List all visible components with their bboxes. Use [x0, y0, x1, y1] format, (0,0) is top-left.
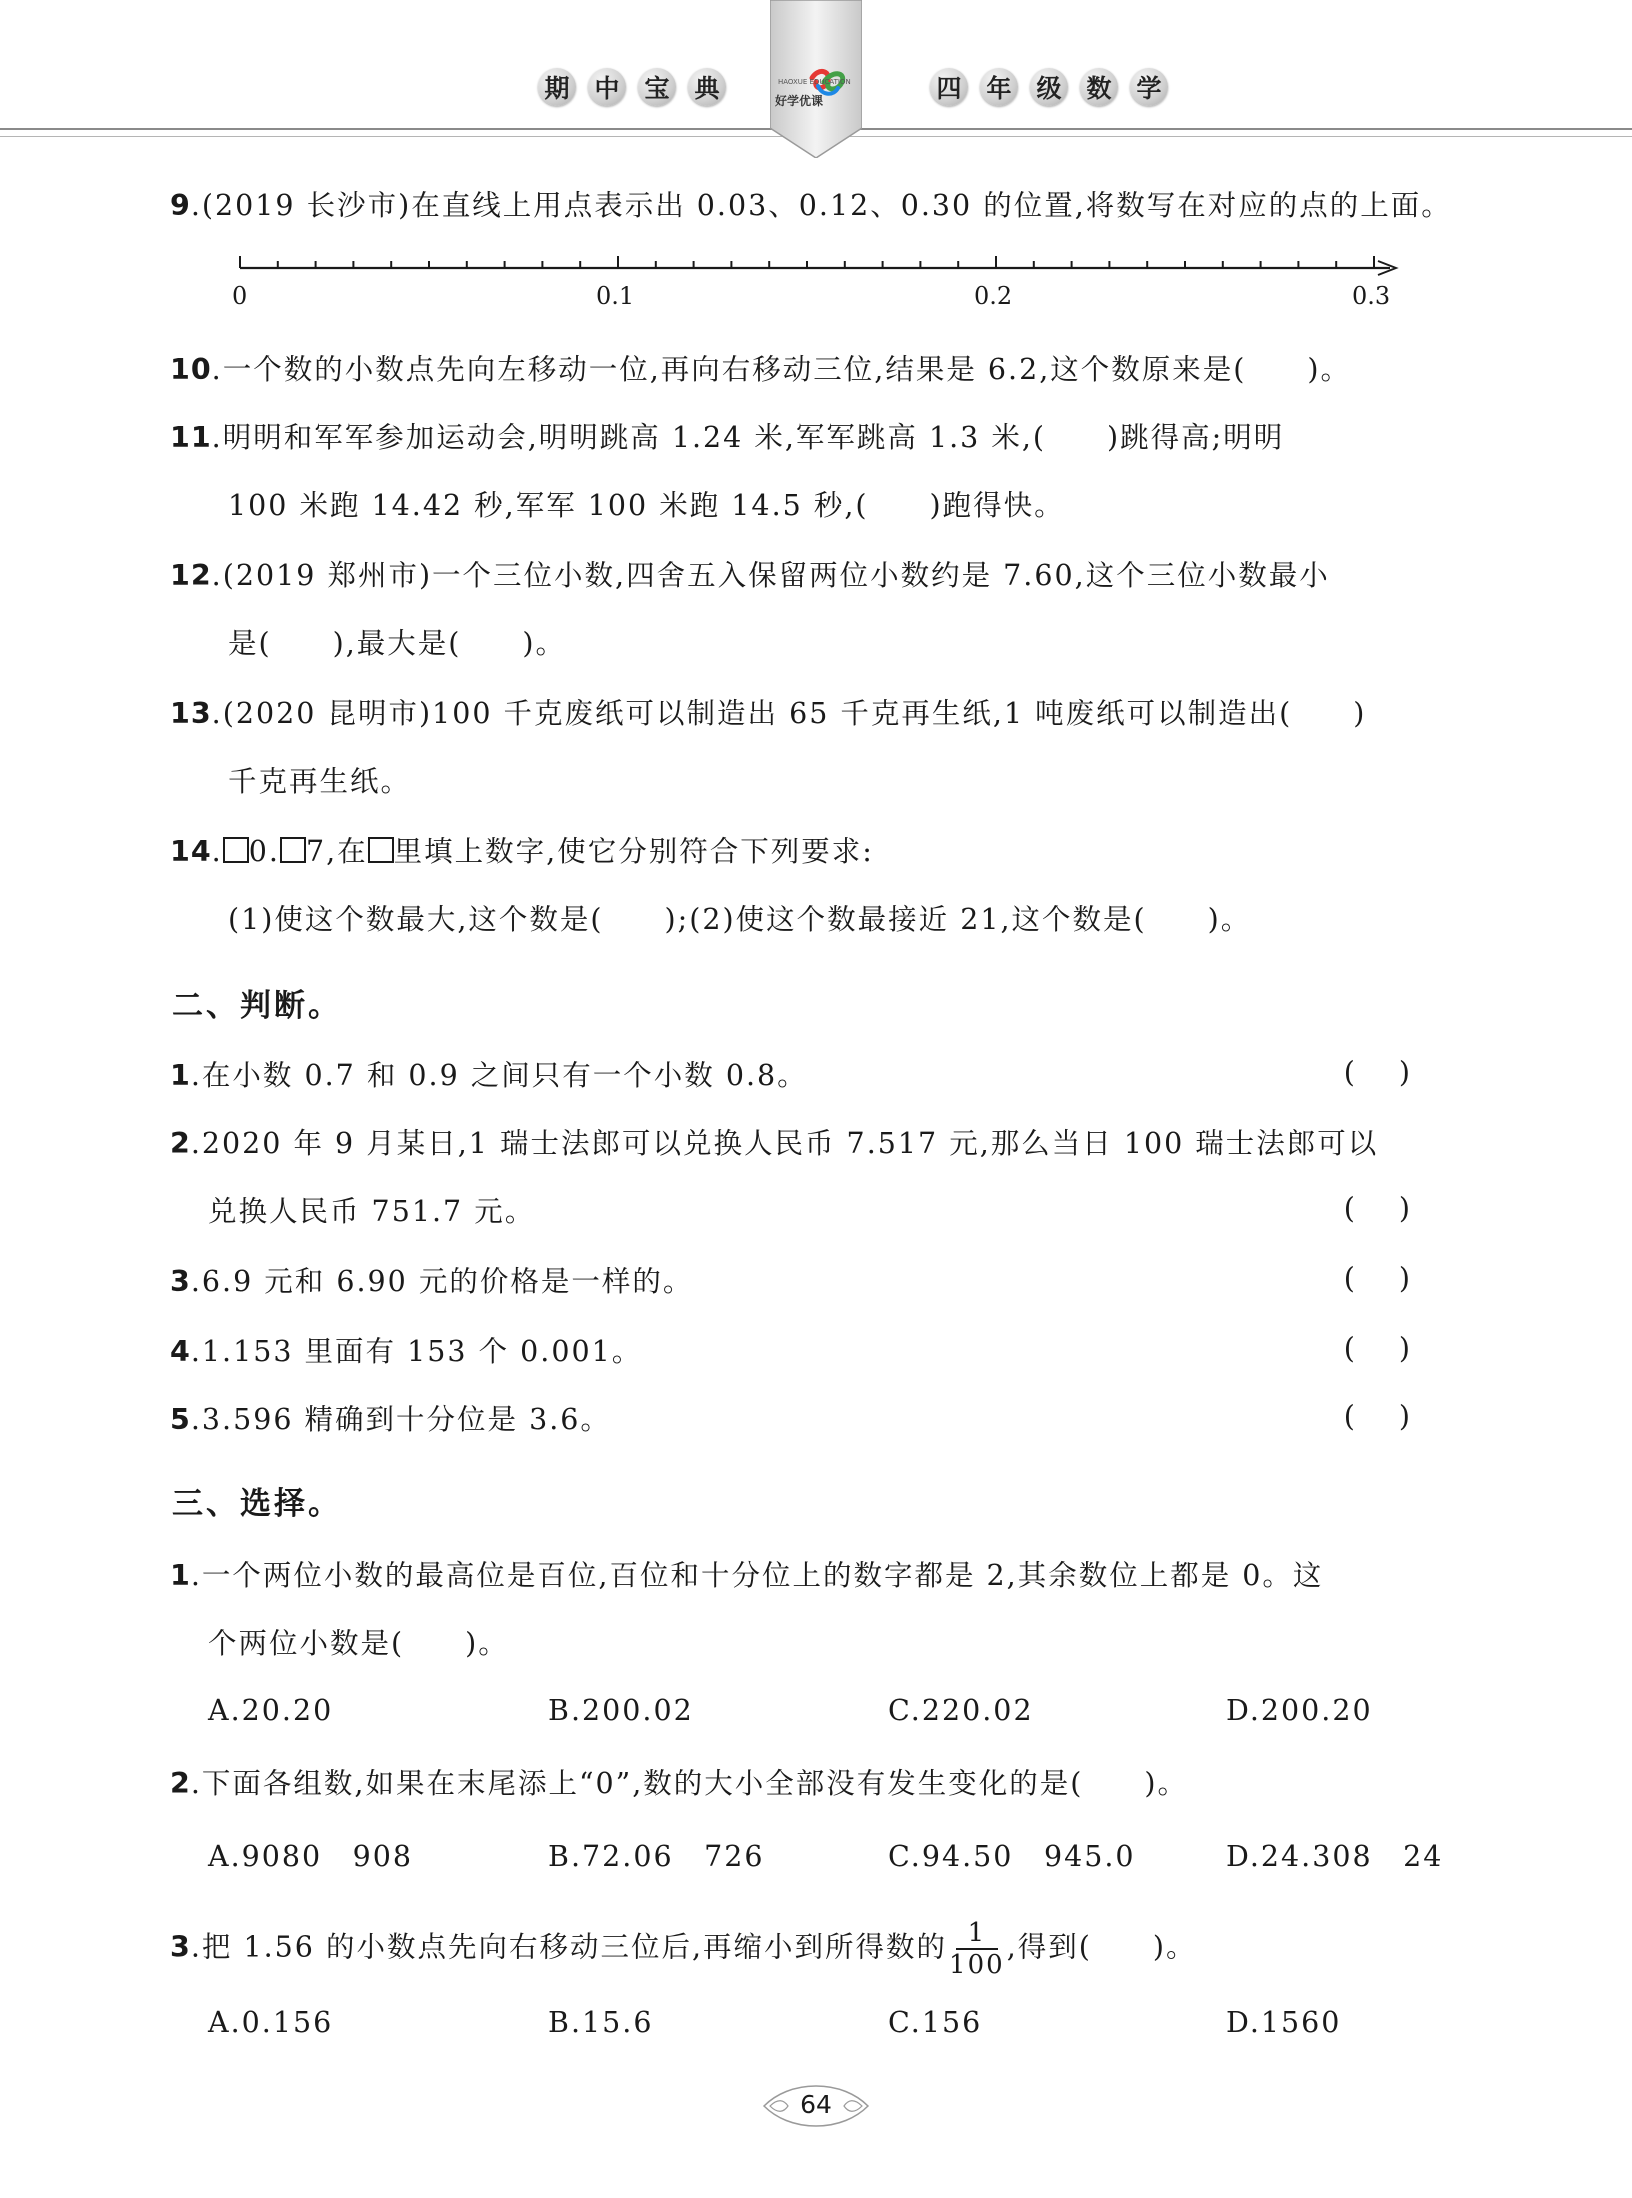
answer-paren: ()	[1343, 1192, 1454, 1225]
header-char: 年	[980, 68, 1018, 106]
question-14-cont: (1)使这个数最大,这个数是( );(2)使这个数最接近 21,这个数是( )。	[228, 903, 1252, 936]
answer-paren: ()	[1343, 1332, 1454, 1365]
question-number: 3	[170, 1930, 191, 1964]
question-10	[170, 350, 1462, 390]
blank-box	[280, 837, 306, 863]
header-char: 数	[1080, 68, 1118, 106]
question-text: .6.9 元和 6.90 元的价格是一样的。	[190, 1265, 694, 1298]
question-9	[170, 186, 1462, 226]
question-number: 4	[170, 1335, 191, 1368]
judge-item-2-cont: 兑换人民币 751.7 元。	[208, 1195, 536, 1228]
judge-item-3	[170, 1262, 1462, 1302]
question-text: .	[211, 835, 223, 868]
question-number: 2	[170, 1767, 191, 1800]
option-c: C.220.02	[888, 1694, 1034, 1727]
choice-item-2	[170, 1764, 1462, 1804]
answer-paren: ()	[1343, 1400, 1454, 1433]
question-text: .把 1.56 的小数点先向右移动三位后,再缩小到所得数的	[190, 1930, 948, 1964]
blank-box	[368, 837, 394, 863]
fraction-denominator: 100	[949, 1950, 1005, 1980]
question-text: .下面各组数,如果在末尾添上“0”,数的大小全部没有发生变化的是( )。	[190, 1767, 1189, 1800]
option-c: C.156	[888, 2006, 983, 2039]
question-text: .明明和军军参加运动会,明明跳高 1.24 米,军军跳高 1.3 米,( )跳得高;明明	[211, 421, 1285, 454]
question-text: .1.153 里面有 153 个 0.001。	[190, 1335, 643, 1368]
option-a: A.9080 908	[208, 1840, 414, 1873]
question-text: 7,在	[305, 835, 368, 868]
question-text: .2020 年 9 月某日,1 瑞士法郎可以兑换人民币 7.517 元,那么当日 100 瑞士法郎可以	[190, 1127, 1379, 1160]
question-14	[170, 832, 1462, 872]
question-number: 1	[170, 1559, 191, 1592]
header-char: 级	[1030, 68, 1068, 106]
header-char: 学	[1130, 68, 1168, 106]
header-char: 宝	[638, 68, 676, 106]
question-text: .一个两位小数的最高位是百位,百位和十分位上的数字都是 2,其余数位上都是 0。这	[190, 1559, 1324, 1592]
question-number: 12	[170, 559, 212, 592]
judge-item-5	[170, 1400, 1462, 1440]
question-number: 14	[170, 835, 212, 868]
question-text: .(2020 昆明市)100 千克废纸可以制造出 65 千克再生纸,1 吨废纸可以制造出( )	[211, 697, 1367, 730]
number-line	[230, 248, 1410, 318]
option-a: A.0.156	[208, 2006, 334, 2039]
number-line-label: 0.2	[974, 282, 1013, 310]
judge-item-1	[170, 1056, 1462, 1096]
judge-item-2	[170, 1124, 1462, 1164]
question-11-cont: 100 米跑 14.42 秒,军军 100 米跑 14.5 秒,( )跑得快。	[228, 489, 1065, 522]
question-text: .(2019 长沙市)在直线上用点表示出 0.03、0.12、0.30 的位置,将数写在对应的点的上面。	[190, 189, 1452, 222]
answer-paren: ()	[1343, 1056, 1454, 1089]
header-char: 四	[930, 68, 968, 106]
option-d: D.24.308 24	[1226, 1840, 1444, 1873]
option-b: B.72.06 726	[548, 1840, 765, 1873]
question-text: ,得到( )。	[1006, 1930, 1197, 1964]
option-b: B.15.6	[548, 2006, 654, 2039]
header-char: 典	[688, 68, 726, 106]
fraction-numerator: 1	[967, 1918, 987, 1948]
option-c: C.94.50 945.0	[888, 1840, 1136, 1873]
option-a: A.20.20	[208, 1694, 334, 1727]
header-char: 期	[538, 68, 576, 106]
question-12	[170, 556, 1462, 596]
question-number: 1	[170, 1059, 191, 1092]
number-line-label: 0.1	[596, 282, 635, 310]
option-d: D.1560	[1226, 2006, 1342, 2039]
question-text: .一个数的小数点先向左移动一位,再向右移动三位,结果是 6.2,这个数原来是( )。	[211, 353, 1352, 386]
question-text: 里填上数字,使它分别符合下列要求:	[393, 835, 874, 868]
question-13	[170, 694, 1462, 734]
question-number: 11	[170, 421, 212, 454]
choice-item-3	[170, 1918, 1462, 1980]
option-d: D.200.20	[1226, 1694, 1373, 1727]
fraction	[949, 1918, 1005, 1980]
header-title-left	[538, 68, 726, 112]
question-number: 13	[170, 697, 212, 730]
section-title-judge: 二、判断。	[172, 988, 342, 1024]
judge-item-4	[170, 1332, 1462, 1372]
question-number: 2	[170, 1127, 191, 1160]
question-number: 9	[170, 189, 191, 222]
question-text: .(2019 郑州市)一个三位小数,四舍五入保留两位小数约是 7.60,这个三位小数最小	[211, 559, 1330, 592]
page-number: 64	[800, 2090, 832, 2119]
question-11	[170, 418, 1462, 458]
header-title-right	[930, 68, 1168, 112]
blank-box	[223, 837, 249, 863]
question-number: 10	[170, 353, 212, 386]
number-line-label: 0	[232, 282, 248, 310]
logo-brand-text: 好学优课	[775, 94, 824, 108]
section-title-choice: 三、选择。	[172, 1486, 342, 1522]
answer-paren: ()	[1343, 1262, 1454, 1295]
logo-small-text: HAOXUE EDUCATION	[778, 78, 851, 86]
question-text: .在小数 0.7 和 0.9 之间只有一个小数 0.8。	[190, 1059, 808, 1092]
choice-item-1-cont: 个两位小数是( )。	[208, 1627, 509, 1660]
choice-item-1	[170, 1556, 1462, 1596]
question-number: 3	[170, 1265, 191, 1298]
number-line-label: 0.3	[1352, 282, 1391, 310]
header-char: 中	[588, 68, 626, 106]
question-12-cont: 是( ),最大是( )。	[228, 627, 567, 660]
question-text: 0.	[248, 835, 280, 868]
question-number: 5	[170, 1403, 191, 1436]
question-13-cont: 千克再生纸。	[228, 765, 412, 798]
question-text: .3.596 精确到十分位是 3.6。	[190, 1403, 611, 1436]
option-b: B.200.02	[548, 1694, 694, 1727]
